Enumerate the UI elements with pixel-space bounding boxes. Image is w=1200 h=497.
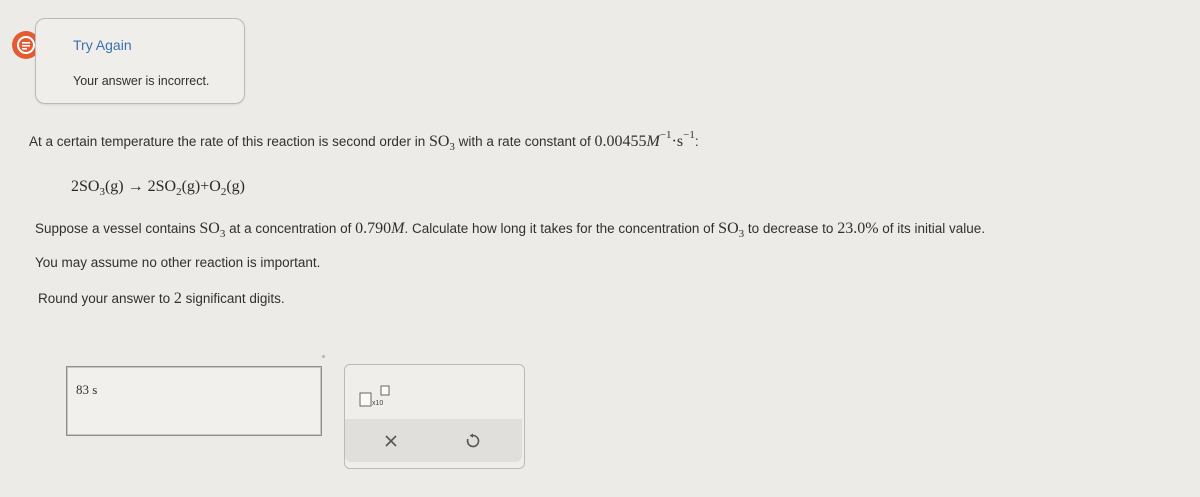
- species-so3: SO: [718, 220, 739, 237]
- subscript: 3: [219, 228, 226, 240]
- subscript: 3: [449, 141, 455, 153]
- divider-dot: [322, 355, 325, 358]
- species-so3: SO: [428, 133, 450, 150]
- subscript: 2: [176, 186, 182, 198]
- clear-button[interactable]: [381, 431, 401, 451]
- superscript: −1: [659, 129, 672, 141]
- question-text: Suppose a vessel contains: [35, 221, 200, 236]
- question-text: At a certain temperature the rate of this reaction is second order in: [29, 134, 429, 149]
- question-line-3: You may assume no other reaction is important.: [35, 255, 321, 270]
- rate-constant-value: 0.00455: [594, 133, 647, 150]
- feedback-title: Try Again: [73, 37, 132, 53]
- phase-label: (g): [226, 178, 245, 195]
- undo-icon: [465, 433, 481, 449]
- math-tool-panel: [344, 364, 525, 469]
- plus-sign: +: [200, 178, 210, 195]
- sig-digits-value: 2: [173, 290, 182, 307]
- concentration-unit: M: [391, 220, 405, 237]
- question-line-2: [35, 220, 985, 238]
- x-icon: [384, 434, 398, 448]
- subscript: 3: [738, 228, 745, 240]
- percent-value: 23.0%: [837, 220, 879, 237]
- question-text: to decrease to: [744, 221, 838, 236]
- question-line-1: [29, 129, 699, 153]
- subscript: 3: [99, 186, 105, 198]
- phase-label: (g): [104, 178, 124, 195]
- feedback-message: Your answer is incorrect.: [73, 74, 210, 88]
- answer-input[interactable]: [66, 366, 322, 436]
- question-text: :: [694, 134, 699, 149]
- tool-footer: [345, 419, 522, 462]
- scientific-notation-button[interactable]: [359, 385, 405, 409]
- equation-product: O: [209, 178, 221, 195]
- chemical-equation: [71, 178, 245, 196]
- question-text: at a concentration of: [225, 221, 356, 236]
- unit-dot: ·: [671, 133, 677, 150]
- question-text: of its initial value.: [878, 221, 986, 236]
- rounding-instruction: [38, 290, 285, 308]
- equation-reactant: 2SO: [71, 178, 100, 195]
- equation-product: 2SO: [147, 178, 177, 195]
- rate-unit-seconds: s: [676, 133, 684, 150]
- question-text: significant digits.: [181, 291, 285, 306]
- rate-unit-molarity: M: [646, 133, 660, 150]
- question-text: with a rate constant of: [454, 134, 595, 149]
- answer-value: 83 s: [76, 382, 98, 397]
- question-text: . Calculate how long it takes for the concentration of: [404, 221, 719, 236]
- species-so3: SO: [199, 220, 220, 237]
- subscript: 2: [220, 186, 227, 198]
- reaction-arrow: →: [127, 178, 144, 195]
- feedback-card: [35, 18, 245, 104]
- concentration-value: 0.790: [355, 220, 392, 237]
- phase-label: (g): [181, 178, 201, 195]
- x10-label: x10: [372, 400, 384, 407]
- question-text: Round your answer to: [38, 291, 174, 306]
- undo-button[interactable]: [462, 430, 484, 452]
- superscript: −1: [683, 129, 695, 141]
